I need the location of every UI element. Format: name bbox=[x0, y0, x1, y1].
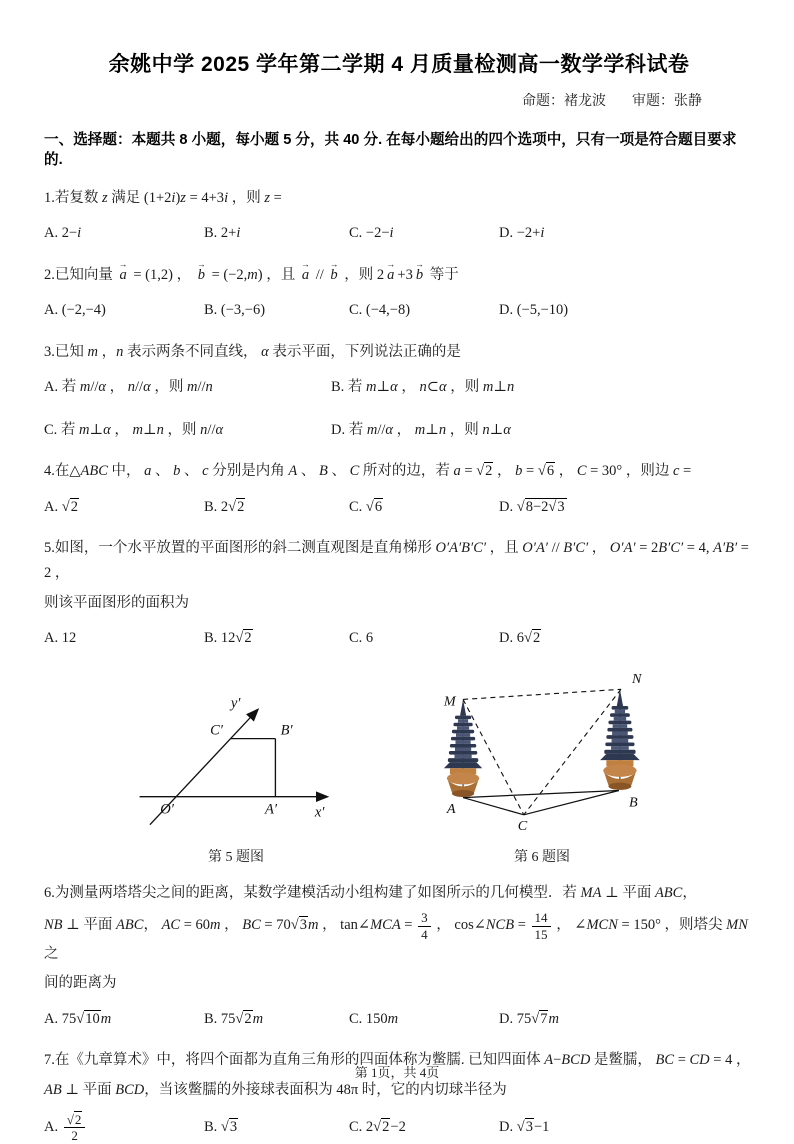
question-7-option-D: D. √3−1 bbox=[499, 1119, 550, 1136]
question-5-stem-line: 5.如图，一个水平放置的平面图形的斜二测直观图是直角梯形 O′A′B′C′ ，且 O′A′ // B′C′ ， O′A′ = 2B′C′ = 4, A′B′ = 2 ， bbox=[44, 540, 749, 582]
sqrt-expression: √6 bbox=[365, 498, 383, 515]
label-point-a: A′ bbox=[265, 801, 278, 818]
byline bbox=[44, 90, 754, 110]
fraction: $\frac{√2}{2}$ bbox=[64, 1112, 86, 1144]
question-5-option-D: D. 6√2 bbox=[499, 630, 541, 647]
fraction: $\frac{14}{15}$ bbox=[532, 910, 551, 942]
sqrt-expression: √3 bbox=[290, 917, 307, 934]
question-2-option-A: A. (−2,−4) bbox=[44, 302, 106, 319]
sqrt-expression: √3 bbox=[220, 1119, 238, 1136]
proposer-credit: 命题：褚龙波 bbox=[522, 94, 606, 109]
question-4-option-C: C. √6 bbox=[349, 498, 383, 515]
label-N: N bbox=[632, 670, 642, 687]
label-origin: O′ bbox=[160, 801, 174, 818]
questions-part-1 bbox=[44, 186, 754, 653]
question-4 bbox=[44, 459, 754, 521]
question-1-option-D: D. −2+i bbox=[499, 225, 545, 242]
label-y-axis: y′ bbox=[230, 695, 241, 712]
vector-symbol: a → bbox=[386, 258, 396, 283]
left-pagoda bbox=[444, 699, 482, 797]
question-1-options bbox=[44, 220, 754, 248]
oblique-axes-figure bbox=[121, 693, 351, 833]
questions-part-2 bbox=[44, 881, 754, 1144]
section-1-heading: 一、选择题：本题共 8 小题，每小题 5 分，共 40 分. 在每小题给出的四个选项中，只有一项是符合题目要求的. bbox=[44, 132, 737, 169]
sqrt-expression: √10 bbox=[76, 1010, 100, 1027]
label-B: B bbox=[629, 794, 638, 811]
label-A: A bbox=[446, 800, 456, 817]
question-3-option-A: A. 若 m//α ， n//α ，则 m//n bbox=[44, 379, 213, 396]
label-x-axis: x′ bbox=[314, 804, 325, 821]
reviewer-credit: 审题：张静 bbox=[632, 94, 702, 109]
sqrt-expression: √2 bbox=[476, 463, 493, 480]
sqrt-expression: √3 bbox=[516, 1119, 533, 1136]
question-6-option-D: D. 75√7m bbox=[499, 1010, 559, 1027]
vector-symbol: b → bbox=[329, 258, 339, 283]
pagoda-figure bbox=[407, 663, 677, 833]
page-title: 余姚中学 2025 学年第二学期 4 月质量检测高一数学学科试卷 bbox=[108, 53, 690, 76]
label-point-c: C′ bbox=[210, 722, 223, 739]
figure-question-5 bbox=[121, 693, 351, 866]
question-2-option-C: C. (−4,−8) bbox=[349, 302, 411, 319]
vector-symbol: a → bbox=[118, 258, 128, 283]
question-3-options bbox=[44, 374, 754, 444]
question-2-option-D: D. (−5,−10) bbox=[499, 302, 569, 319]
sqrt-expression: √2 bbox=[61, 498, 78, 515]
question-6 bbox=[44, 881, 754, 1033]
label-M: M bbox=[443, 693, 456, 710]
sqrt-expression: √8−2√3 bbox=[516, 498, 565, 515]
question-6-stem-line: NB ⊥ 平面 ABC， AC = 60m ， BC = 70√3m ， tan∠MCA = $\frac{3}{4}$ ， cos∠NCB = $\frac{14}{15}$ ， ∠MCN = 150° ，则塔尖 MN 之 bbox=[44, 910, 748, 962]
question-6-option-C: C. 150m bbox=[349, 1010, 399, 1027]
question-5-option-A: A. 12 bbox=[44, 630, 77, 647]
question-3-option-C: C. 若 m⊥α ， m⊥n ，则 n//α bbox=[44, 421, 224, 438]
question-2-stem-line: 2.已知向量 a → = (1,2) ， b → = (−2,m) ，且 a → // b → ，则 2 a → +3 b → 等于 bbox=[44, 263, 754, 288]
label-C: C bbox=[517, 817, 528, 833]
question-2-options bbox=[44, 297, 754, 325]
question-1-option-A: A. 2−i bbox=[44, 225, 82, 242]
sqrt-expression: √2 bbox=[66, 1111, 82, 1127]
question-5-option-C: C. 6 bbox=[349, 630, 374, 647]
vector-symbol: b → bbox=[197, 258, 206, 283]
sqrt-expression: √2 bbox=[373, 1119, 390, 1136]
question-1-option-C: C. −2−i bbox=[349, 225, 394, 242]
question-1-stem-line: 1.若复数 z 满足 (1+2i)z = 4+3i ，则 z = bbox=[44, 189, 282, 206]
figure-5-caption: 第 5 题图 bbox=[208, 849, 264, 865]
question-6-option-A: A. 75√10m bbox=[44, 1010, 112, 1027]
question-5-options bbox=[44, 625, 754, 653]
sqrt-expression: √2 bbox=[235, 1010, 252, 1027]
question-4-option-A: A. √2 bbox=[44, 498, 78, 515]
question-4-option-D: D. √8−2√3 bbox=[499, 498, 565, 515]
sqrt-expression: √3 bbox=[548, 498, 565, 515]
sqrt-expression: √2 bbox=[235, 630, 252, 647]
figure-6-caption: 第 6 题图 bbox=[514, 849, 570, 865]
dashed-MN bbox=[463, 689, 621, 699]
question-3-option-B: B. 若 m⊥α ， n⊂α ，则 m⊥n bbox=[331, 379, 515, 396]
question-7-options bbox=[44, 1112, 754, 1144]
question-7-stem-line: AB ⊥ 平面 BCD，当该鳖臑的外接球表面积为 48π 时，它的内切球半径为 bbox=[44, 1081, 507, 1098]
sqrt-expression: √6 bbox=[537, 463, 555, 480]
vector-symbol: a → bbox=[301, 258, 310, 283]
question-1-option-B: B. 2+i bbox=[204, 225, 241, 242]
question-5-option-B: B. 12√2 bbox=[204, 630, 252, 647]
question-1 bbox=[44, 186, 754, 248]
question-7-option-C: C. 2√2−2 bbox=[349, 1119, 406, 1136]
fraction: $\frac{3}{4}$ bbox=[418, 910, 431, 942]
label-point-b: B′ bbox=[280, 722, 293, 739]
segment-AC bbox=[463, 797, 524, 814]
question-5-stem-line: 则该平面图形的面积为 bbox=[44, 594, 189, 611]
vector-symbol: b → bbox=[415, 258, 424, 283]
question-6-options bbox=[44, 1006, 754, 1034]
figures-row bbox=[44, 663, 754, 866]
question-7-option-B: B. √3 bbox=[204, 1119, 238, 1136]
question-4-option-B: B. 2√2 bbox=[204, 498, 245, 515]
question-6-stem-line: 6.为测量两塔塔尖之间的距离，某数学建模活动小组构建了如图所示的几何模型．若 MA ⊥ 平面 ABC， bbox=[44, 884, 697, 901]
question-4-stem-line: 4.在△ABC 中， a 、 b 、 c 分别是内角 A 、 B 、 C 所对的边，若 a = √2 ， b = √6 ， C = 30° ，则边 c = bbox=[44, 463, 692, 480]
question-3-option-D: D. 若 m//α ， m⊥n ，则 n⊥α bbox=[331, 421, 511, 438]
question-6-option-B: B. 75√2m bbox=[204, 1010, 264, 1027]
question-6-stem-line: 间的距离为 bbox=[44, 975, 117, 992]
sqrt-expression: √7 bbox=[531, 1010, 548, 1027]
question-7-option-A: A. $\frac{√2}{2}$ bbox=[44, 1112, 204, 1144]
sqrt-expression: √2 bbox=[228, 498, 245, 515]
question-2-option-B: B. (−3,−6) bbox=[204, 302, 266, 319]
question-3-stem-line: 3.已知 m ，n 表示两条不同直线， α 表示平面，下列说法正确的是 bbox=[44, 343, 461, 360]
question-5 bbox=[44, 536, 754, 653]
figure-question-6 bbox=[407, 663, 677, 866]
question-2 bbox=[44, 258, 754, 325]
right-pagoda bbox=[600, 689, 640, 790]
question-4-options bbox=[44, 494, 754, 522]
question-7-stem-line: 7.在《九章算术》中，将四个面都为直角三角形的四面体称为鳖臑. 已知四面体 A−BCD 是鳖臑， BC = CD = 4 ， bbox=[44, 1052, 751, 1069]
page-footer: 第 1页，共 4页 bbox=[354, 1065, 440, 1080]
sqrt-expression: √2 bbox=[523, 630, 541, 647]
question-3 bbox=[44, 340, 754, 444]
